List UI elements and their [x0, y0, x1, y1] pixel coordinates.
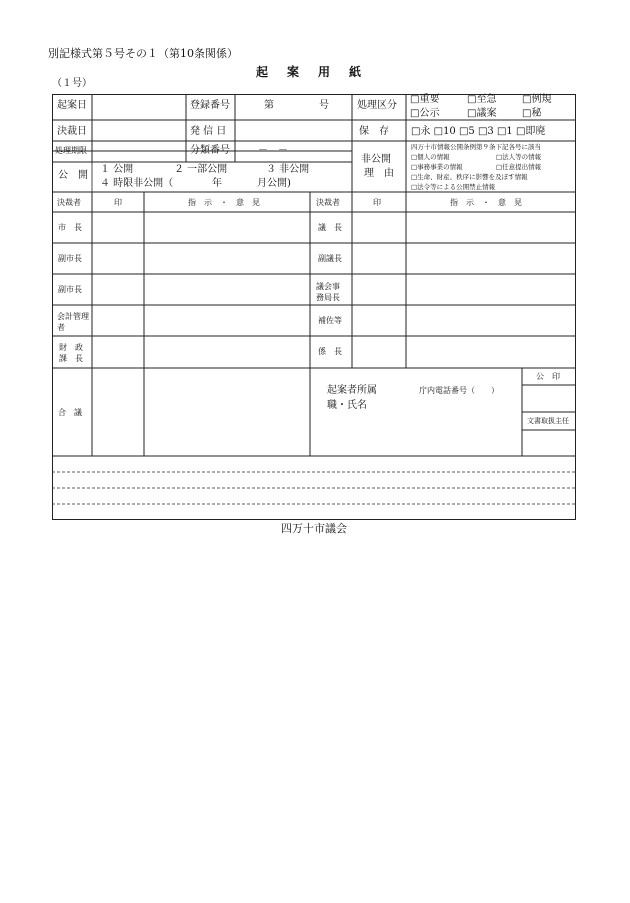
- processing-option-important[interactable]: □重要: [410, 94, 440, 105]
- nondisclosure-heading: 四万十市情報公開条例第９条下記各号に該当: [411, 143, 541, 151]
- processing-option-regulation[interactable]: □例規: [522, 94, 552, 105]
- nondisclosure-personal[interactable]: □個人の情報: [411, 153, 450, 161]
- right-approver-header: 決裁者: [316, 198, 340, 207]
- approver-finance: 財 政課 長: [59, 343, 83, 363]
- draft-date-label: 起案日: [57, 100, 87, 111]
- form-reference: 別記様式第５号その１（第10条関係）: [48, 47, 238, 60]
- approver-mayor: 市 長: [58, 223, 82, 232]
- nondisclosure-reason-label-2: 理 由: [364, 168, 394, 179]
- disclosure-label: 公 開: [58, 170, 88, 181]
- public-seal-label: 公 印: [536, 372, 560, 381]
- retention-label: 保 存: [359, 126, 389, 137]
- left-approver-header: 決裁者: [57, 198, 81, 207]
- class-number-value: － －: [258, 145, 288, 156]
- disclosure-month: 月公開): [257, 178, 291, 189]
- nondisclosure-voluntary[interactable]: □任意提出情報: [496, 163, 542, 171]
- disclosure-public[interactable]: １ 公開: [100, 164, 134, 175]
- disclosure-partial[interactable]: ２ 一部公開: [174, 164, 228, 175]
- drafter-phone-label: 庁内電話番号（ ）: [419, 386, 499, 395]
- form-number-label: （１号）: [52, 78, 92, 89]
- nondisclosure-business[interactable]: □事務事業の情報: [411, 163, 463, 171]
- right-instruction-header: 指 示 ・ 意 見: [450, 198, 522, 207]
- processing-option-secret[interactable]: □秘: [522, 108, 542, 119]
- left-instruction-header: 指 示 ・ 意 見: [188, 198, 260, 207]
- retention-options[interactable]: □永 □10 □5 □3 □1 □即廃: [411, 126, 546, 137]
- registration-number-prefix: 第: [264, 100, 274, 111]
- processing-option-notice[interactable]: □公示: [410, 108, 440, 119]
- right-seal-header: 印: [373, 198, 381, 207]
- approver-vice-mayor-2: 副市長: [58, 285, 82, 294]
- drafter-name-label: 職・氏名: [327, 400, 367, 411]
- registration-number-label: 登録番号: [190, 100, 230, 111]
- approver-vice-chairman: 副議長: [318, 254, 342, 263]
- approver-accounting: 会計管理者: [57, 312, 89, 332]
- approver-consultation: 合 議: [58, 408, 82, 417]
- deadline-label: 処理期限: [55, 146, 87, 155]
- processing-class-label: 処理区分: [357, 100, 397, 111]
- class-number-label: 分類番号: [190, 145, 230, 156]
- form-title: 起案用紙: [256, 65, 381, 79]
- approver-assistant: 補佐等: [318, 316, 342, 325]
- approver-chairman: 議 長: [318, 223, 342, 232]
- processing-option-bill[interactable]: □議案: [467, 108, 497, 119]
- left-seal-header: 印: [114, 198, 122, 207]
- drafter-affiliation-label: 起案者所属: [327, 385, 377, 396]
- disclosure-timed[interactable]: ４ 時限非公開（: [100, 178, 174, 189]
- approver-vice-mayor-1: 副市長: [58, 254, 82, 263]
- approver-chief: 係 長: [318, 347, 342, 356]
- approver-secretariat: 議会事務局長: [316, 282, 340, 302]
- nondisclosure-reason-label-1: 非公開: [361, 154, 391, 165]
- decision-date-label: 決裁日: [57, 126, 87, 137]
- registration-number-suffix: 号: [319, 100, 329, 111]
- document-officer-label: 文書取扱主任: [527, 417, 569, 425]
- nondisclosure-law[interactable]: □法令等による公開禁止情報: [411, 183, 496, 191]
- nondisclosure-safety[interactable]: □生命、財産、秩序に影響を及ぼす情報: [411, 173, 528, 181]
- nondisclosure-corporate[interactable]: □法人等の情報: [496, 153, 542, 161]
- sent-date-label: 発 信 日: [190, 126, 227, 137]
- footer-organization: 四万十市議会: [281, 522, 347, 535]
- disclosure-private[interactable]: ３ 非公開: [266, 164, 310, 175]
- disclosure-year: 年: [212, 178, 222, 189]
- processing-option-urgent[interactable]: □至急: [467, 94, 497, 105]
